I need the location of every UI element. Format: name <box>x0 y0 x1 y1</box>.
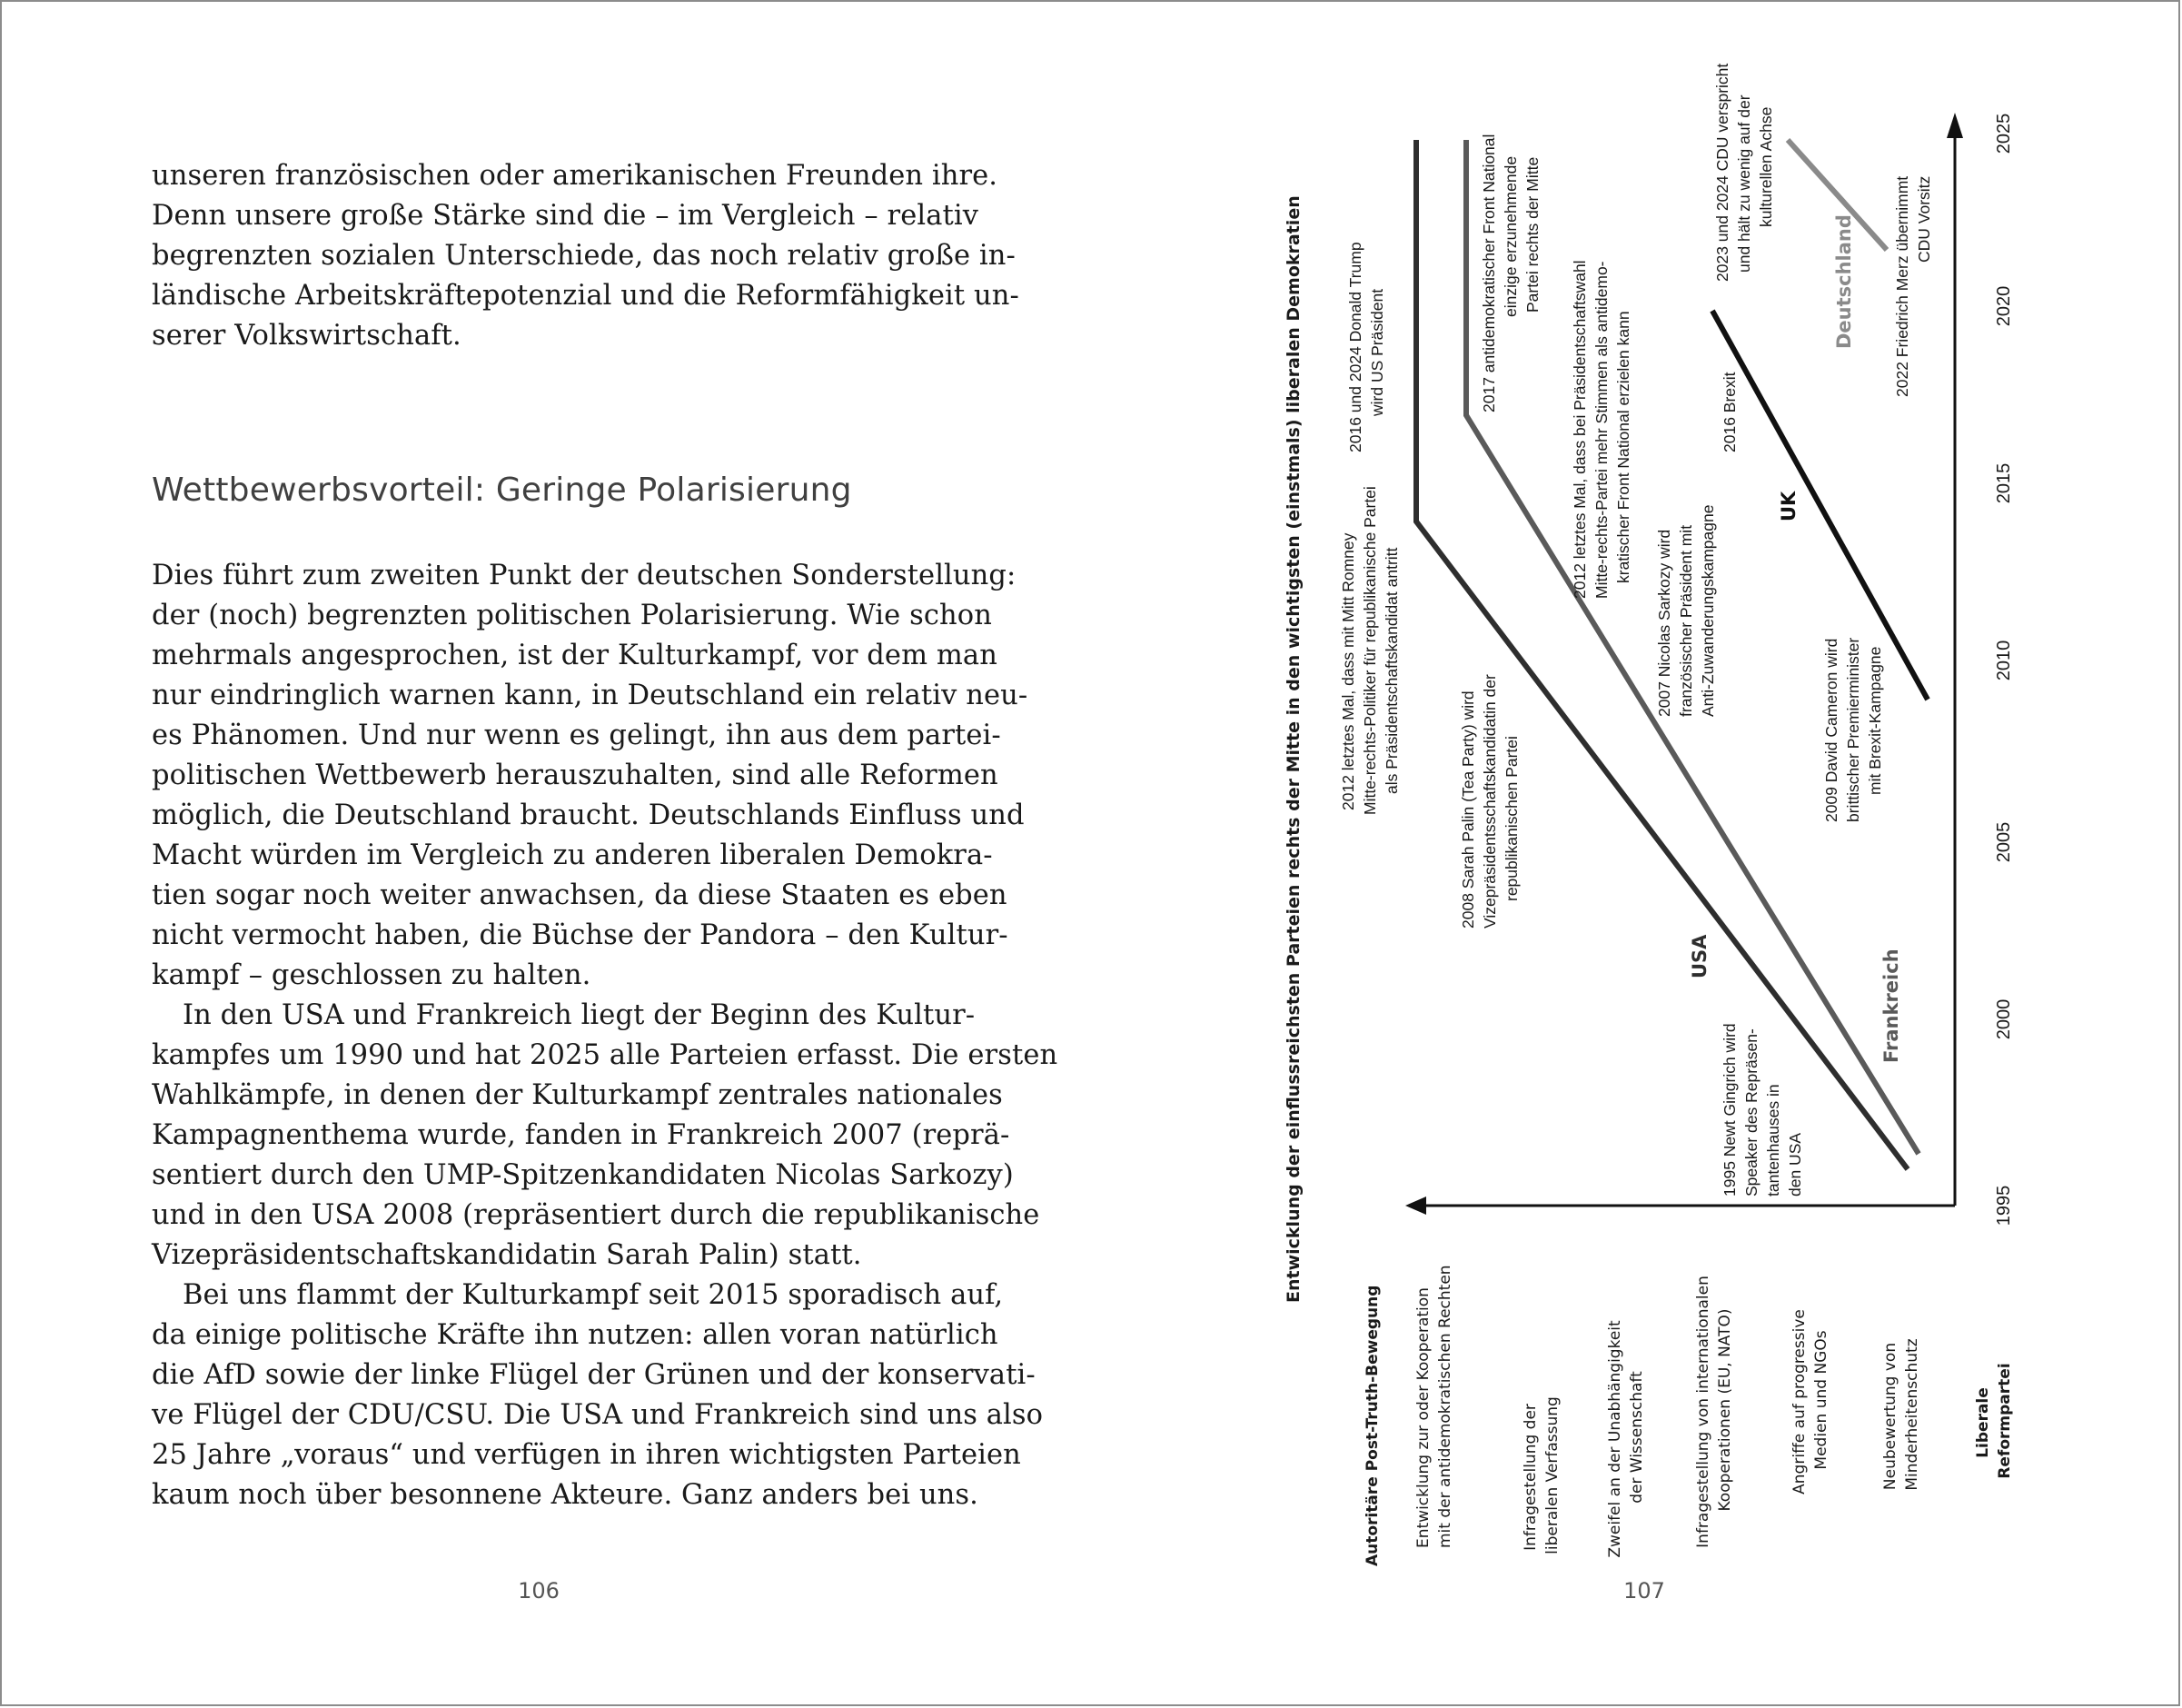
event-line: 2007 Nicolas Sarkozy wird <box>1655 529 1673 717</box>
event-line: republikanischen Partei <box>1503 736 1521 901</box>
country-label-uk: UK <box>1778 491 1800 521</box>
text-line: 25 Jahre „voraus“ und verfügen in ihren wichtigsten Parteien <box>152 1439 1021 1471</box>
y-level-medien <box>1790 1306 1830 1494</box>
event-line: CDU Vorsitz <box>1915 175 1933 263</box>
text-line: ve Flügel der CDU/CSU. Die USA und Frankreich sind uns also <box>152 1399 1044 1431</box>
text-line: Dies führt zum zweiten Punkt der deutschen Sonderstellung: <box>152 560 1017 591</box>
x-tick-2005: 2005 <box>1994 821 2014 863</box>
event-line: den USA <box>1786 1132 1804 1197</box>
text-line: unseren französischen oder amerikanischen Freunden ihre. <box>152 160 998 192</box>
y-level-label: liberalen Verfassung <box>1543 1396 1562 1554</box>
event-line: Speaker des Repräsen- <box>1742 1028 1760 1197</box>
event-line: 2017 antidemokratischer Front National <box>1480 134 1498 412</box>
event-2008-palin <box>1459 670 1521 928</box>
event-line: französischer Präsident mit <box>1677 524 1695 717</box>
event-line: einzige erzunehmende <box>1502 155 1520 317</box>
event-2017-front-national <box>1480 131 1542 412</box>
event-line: 2016 Brexit <box>1721 372 1739 452</box>
event-line: Anti-Zuwanderungskampagne <box>1699 504 1717 717</box>
text-line: Denn unsere große Stärke sind die – im Vergleich – relativ <box>152 200 979 232</box>
event-2023-cdu <box>1713 60 1775 282</box>
event-2022-merz <box>1893 173 1933 397</box>
y-level-minderheiten <box>1881 1338 1921 1490</box>
text-line: serer Volkswirtschaft. <box>152 320 461 352</box>
x-tick-2015: 2015 <box>1994 462 2014 504</box>
text-line: Vizepräsidentschaftskandidatin Sarah Palin) statt. <box>152 1239 862 1271</box>
y-level-label: Medien und NGOs <box>1812 1330 1830 1470</box>
text-line: die AfD sowie der linke Flügel der Grünen und der konservati- <box>152 1359 1036 1391</box>
event-line: kratischer Front National erzielen kann <box>1614 311 1632 583</box>
y-level-label: Entwicklung zur oder Kooperation <box>1414 1287 1433 1548</box>
text-line: Kampagnenthema wurde, fanden in Frankreich 2007 (reprä- <box>152 1119 1010 1151</box>
event-line: kulturellen Achse <box>1757 106 1775 227</box>
text-line: Bei uns flammt der Kulturkampf seit 2015 sporadisch auf, <box>183 1279 1004 1311</box>
y-level-label: Reformpartei <box>1996 1363 2014 1479</box>
text-line: ländische Arbeitskräftepotenzial und die Reformfähigkeit un- <box>152 280 1019 312</box>
event-2016-trump <box>1346 238 1386 452</box>
y-level-label: Angriffe auf progressive <box>1790 1309 1809 1494</box>
text-line: kaum noch über besonnene Akteure. Ganz anders bei uns. <box>152 1479 978 1511</box>
page-number-left: 106 <box>518 1578 560 1604</box>
event-line: mit Brexit-Kampagne <box>1866 646 1884 795</box>
text-line: nur eindringlich warnen kann, in Deutschland ein relativ neu- <box>152 680 1028 711</box>
time-axis-arrowhead <box>1947 113 1963 138</box>
event-line: als Präsidentschaftskandidat antritt <box>1383 547 1401 794</box>
event-2009-cameron <box>1822 634 1884 822</box>
event-line: Vizepräsidentsschaftskandidatin der <box>1481 674 1499 928</box>
text-line: und in den USA 2008 (repräsentiert durch die republikanische <box>152 1199 1040 1231</box>
event-line: 2023 und 2024 CDU verspricht <box>1713 63 1731 282</box>
y-level-label: Zweifel an der Unabhängigkeit <box>1606 1320 1624 1558</box>
text-line: es Phänomen. Und nur wenn es gelingt, ihn aus dem partei- <box>152 720 1001 751</box>
y-level-kooperation <box>1414 1265 1454 1548</box>
y-level-label: mit der antidemokratischen Rechten <box>1436 1265 1454 1548</box>
rotated-timeline-diagram <box>2 2 2182 1708</box>
y-level-kooperationen <box>1694 1272 1734 1548</box>
y-level-label: Kooperationen (EU, NATO) <box>1716 1308 1734 1512</box>
event-line: 2016 und 2024 Donald Trump <box>1346 242 1364 452</box>
y-level-label: Minderheitenschutz <box>1903 1338 1921 1491</box>
event-line: 2012 letztes Mal, dass mit Mitt Romney <box>1339 532 1357 810</box>
event-line: brittischer Premierminister <box>1844 637 1862 822</box>
x-tick-2000: 2000 <box>1994 998 2014 1040</box>
text-line: begrenzten sozialen Unterschiede, das noch relativ große in- <box>152 240 1016 272</box>
y-level-wissenschaft <box>1606 1316 1646 1557</box>
text-line: da einige politische Kräfte ihn nutzen: allen voran natürlich <box>152 1319 998 1351</box>
event-line: 1995 Newt Gingrich wird <box>1721 1023 1739 1197</box>
country-label-usa: USA <box>1689 934 1711 978</box>
text-line: möglich, die Deutschland braucht. Deutschlands Einfluss und <box>152 799 1025 831</box>
ideology-axis-arrowhead <box>1405 1197 1426 1215</box>
y-level-label: Liberale <box>1974 1387 1992 1458</box>
event-line: Mitte-rechts-Partei mehr Stimmen als antidemo- <box>1592 261 1611 599</box>
event-2012-frankreich <box>1571 256 1632 599</box>
text-line: kampf – geschlossen zu halten. <box>152 959 591 991</box>
y-level-label: Neubewertung von <box>1881 1342 1899 1491</box>
y-level-verfassung <box>1522 1396 1562 1554</box>
text-line: Wahlkämpfe, in denen der Kulturkampf zentrales nationales <box>152 1079 1003 1111</box>
text-line: mehrmals angesprochen, ist der Kulturkampf, vor dem man <box>152 640 997 671</box>
event-line: tantenhauses in <box>1764 1084 1782 1197</box>
text-line: der (noch) begrenzten politischen Polarisierung. Wie schon <box>152 600 992 631</box>
text-line: politischen Wettbewerb herauszuhalten, sind alle Reformen <box>152 760 998 791</box>
y-level-autoritaere <box>1364 1286 1382 1566</box>
event-line: Mitte-rechts-Politiker für republikanische Partei <box>1361 486 1379 815</box>
event-2016-brexit <box>1721 372 1739 452</box>
text-line: In den USA und Frankreich liegt der Beginn des Kultur- <box>183 999 976 1031</box>
event-line: 2008 Sarah Palin (Tea Party) wird <box>1459 690 1477 928</box>
page-number-right: 107 <box>1623 1578 1665 1604</box>
diagram-title: Entwicklung der einflussreichsten Parteien rechts der Mitte in den wichtigsten (einstmals) liberalen Demokratien <box>1284 195 1304 1303</box>
y-level-label: der Wissenschaft <box>1628 1371 1646 1504</box>
event-line: 2022 Friedrich Merz übernimmt <box>1893 175 1911 397</box>
country-label-deutschland: Deutschland <box>1833 214 1855 349</box>
x-tick-2025: 2025 <box>1994 113 2014 154</box>
y-level-label: Infragestellung der <box>1522 1404 1540 1551</box>
x-tick-2020: 2020 <box>1994 285 2014 327</box>
x-tick-2010: 2010 <box>1994 640 2014 681</box>
event-line: wird US Präsident <box>1368 288 1386 416</box>
event-line: 2009 David Cameron wird <box>1822 638 1840 822</box>
y-level-label: Infragestellung von internationalen <box>1694 1276 1712 1548</box>
text-line: tien sogar noch weiter anwachsen, da diese Staaten es eben <box>152 879 1007 911</box>
event-2007-sarkozy <box>1655 505 1717 717</box>
event-line: Partei rechts der Mitte <box>1523 156 1542 313</box>
text-line: nicht vermocht haben, die Büchse der Pandora – den Kultur- <box>152 919 1008 951</box>
event-line: 2012 letztes Mal, dass bei Präsidentschaftswahl <box>1571 260 1589 599</box>
text-line: kampfes um 1990 und hat 2025 alle Parteien erfasst. Die ersten <box>152 1039 1058 1071</box>
text-line: sentiert durch den UMP-Spitzenkandidaten Nicolas Sarkozy) <box>152 1159 1014 1191</box>
event-2012-romney <box>1339 482 1401 815</box>
event-line: und hält zu wenig auf der <box>1735 94 1753 273</box>
country-label-frankreich: Frankreich <box>1880 948 1902 1063</box>
y-level-liberale <box>1974 1363 2014 1478</box>
x-tick-1995: 1995 <box>1994 1185 2014 1226</box>
event-1995-gingrich <box>1721 1019 1804 1197</box>
section-heading: Wettbewerbsvorteil: Geringe Polarisierung <box>152 472 852 509</box>
y-level-label: Autoritäre Post-Truth-Bewegung <box>1364 1285 1382 1566</box>
text-line: Macht würden im Vergleich zu anderen liberalen Demokra- <box>152 839 993 871</box>
